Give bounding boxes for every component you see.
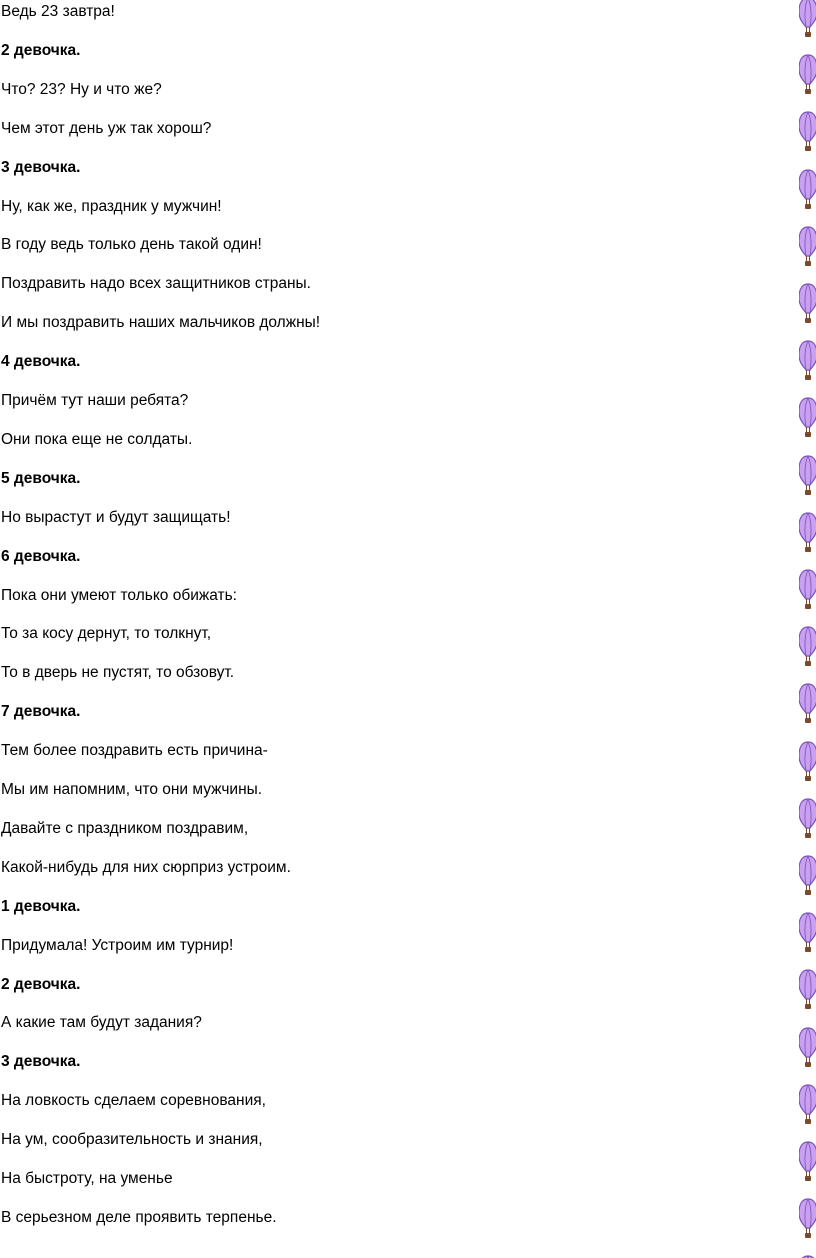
hot-air-balloon-icon	[799, 1026, 816, 1070]
speaker-label: 3 девочка.	[1, 158, 81, 176]
speaker-label: 4 девочка.	[1, 353, 81, 371]
speaker-label: 2 девочка.	[1, 41, 81, 59]
hot-air-balloon-icon	[799, 854, 816, 898]
speaker-label: 2 девочка.	[1, 975, 81, 993]
speaker-label: 6 девочка.	[1, 547, 81, 565]
text-line: То за косу дернут, то толкнут,	[1, 625, 212, 643]
text-line: Ну, как же, праздник у мужчин!	[1, 197, 222, 215]
hot-air-balloon-icon	[799, 168, 816, 212]
hot-air-balloon-icon	[799, 1197, 816, 1241]
hot-air-balloon-icon	[799, 1140, 816, 1184]
text-line: Давайте с праздником поздравим,	[1, 819, 249, 837]
text-line: А какие там будут задания?	[1, 1014, 202, 1032]
text-line: Они пока еще не солдаты.	[1, 430, 193, 448]
hot-air-balloon-icon	[799, 511, 816, 555]
text-line: Причём тут наши ребята?	[1, 392, 189, 409]
text-line: На ум, сообразительность и знания,	[1, 1131, 263, 1149]
hot-air-balloon-icon	[799, 625, 816, 669]
text-line: Пока они умеют только обижать:	[1, 586, 237, 604]
hot-air-balloon-icon	[799, 225, 816, 269]
text-line: Мы им напомним, что они мужчины.	[1, 781, 263, 798]
hot-air-balloon-icon	[799, 911, 816, 955]
text-line: То в дверь не пустят, то обзовут.	[1, 664, 235, 682]
text-line: Что? 23? Ну и что же?	[1, 80, 162, 98]
hot-air-balloon-icon	[799, 568, 816, 612]
hot-air-balloon-icon	[799, 0, 816, 40]
text-line: Ведь 23 завтра!	[1, 3, 115, 20]
text-line: Придумала! Устроим им турнир!	[1, 936, 234, 954]
text-line: Поздравить надо всех защитников страны.	[1, 275, 311, 293]
speaker-label: 3 девочка.	[1, 1053, 81, 1071]
speaker-label: 5 девочка.	[1, 469, 81, 487]
hot-air-balloon-icon	[799, 968, 816, 1012]
hot-air-balloon-icon	[799, 282, 816, 326]
hot-air-balloon-icon	[799, 339, 816, 383]
text-line: Какой-нибудь для них сюрприз устроим.	[1, 858, 291, 876]
hot-air-balloon-icon	[799, 396, 816, 440]
text-line: И мы поздравить наших мальчиков должны!	[1, 314, 321, 332]
text-line: В серьезном деле проявить терпенье.	[1, 1208, 277, 1226]
hot-air-balloon-icon	[799, 740, 816, 784]
hot-air-balloon-icon	[799, 682, 816, 726]
hot-air-balloon-icon	[799, 454, 816, 498]
hot-air-balloon-icon	[799, 53, 816, 97]
hot-air-balloon-icon	[799, 797, 816, 841]
hot-air-balloon-icon	[799, 110, 816, 154]
text-line: На быстроту, на уменье	[1, 1170, 173, 1187]
text-line: На ловкость сделаем соревнования,	[1, 1092, 266, 1110]
speaker-label: 1 девочка.	[1, 897, 81, 915]
speaker-label: 7 девочка.	[1, 703, 81, 721]
text-line: В году ведь только день такой один!	[1, 236, 262, 254]
hot-air-balloon-icon	[799, 1083, 816, 1127]
hot-air-balloon-icon	[799, 1254, 816, 1258]
text-line: Но вырастут и будут защищать!	[1, 508, 231, 526]
text-line: Чем этот день уж так хорош?	[1, 119, 212, 137]
text-line: Тем более поздравить есть причина-	[1, 742, 268, 760]
decorative-balloon-border	[796, 0, 816, 1258]
